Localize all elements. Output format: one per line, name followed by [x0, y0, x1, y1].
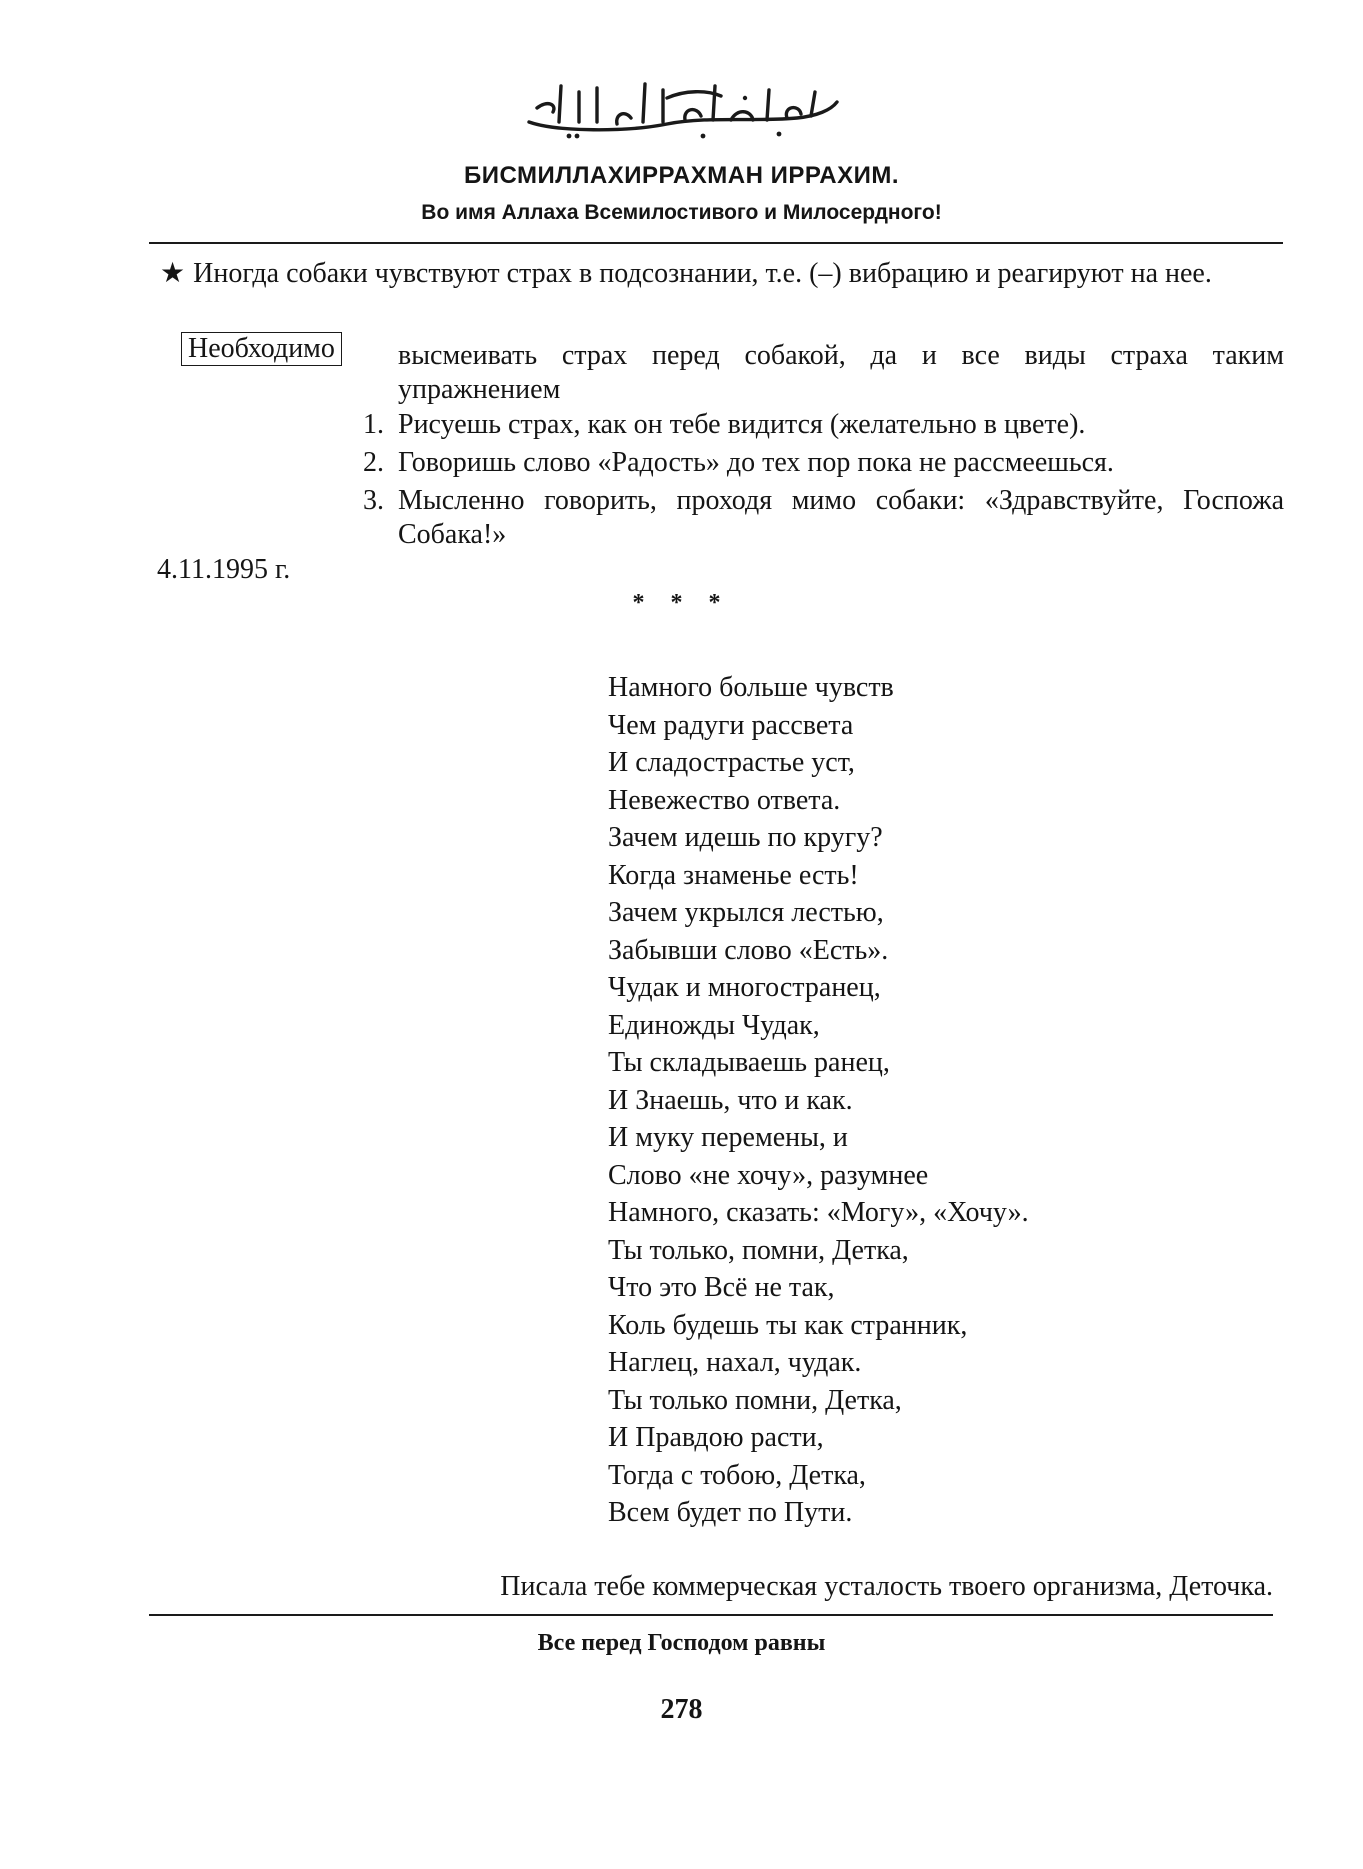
poem-line: Всем будет по Пути. — [608, 1497, 853, 1528]
step-number: 3. — [363, 485, 384, 516]
step-text: Говоришь слово «Радость» до тех пор пока не рассмеешься. — [398, 447, 1114, 478]
poem-line: И Знаешь, что и как. — [608, 1084, 853, 1116]
poem-line: Ты только, помни, Детка, — [608, 1234, 909, 1266]
poem-line: Ты только помни, Детка, — [608, 1384, 902, 1416]
poem-line: Зачем укрылся лестью, — [608, 897, 884, 928]
poem-line: И сладострастье уст, — [608, 747, 855, 778]
poem-line: Что это Всё не так, — [608, 1272, 835, 1303]
poem-line: Когда знаменье есть! — [608, 859, 859, 891]
poem-line: Ты складываешь ранец, — [608, 1047, 890, 1078]
header-title: БИСМИЛЛАХИРРАХМАН ИРРАХИМ. — [463, 162, 899, 189]
date-line: 4.11.1995 г. — [157, 554, 291, 585]
list-item — [334, 408, 1284, 442]
poem-line: Невежество ответа. — [608, 784, 841, 816]
note-text: Иногда собаки чувствуют страх в подсознании, т.е. (–) вибрацию и реагируют на нее. — [193, 258, 1212, 289]
poem-line: Тогда с тобою, Детка, — [608, 1459, 866, 1491]
poem-line: Чем радуги рассвета — [608, 709, 854, 741]
instruction-text: высмеивать страх перед собакой, да и все виды страха таким упражнением — [398, 340, 1284, 405]
poem-line: Чудак и многостранец, — [608, 972, 881, 1003]
poem — [608, 669, 1029, 1532]
poem-line: Намного больше чувств — [608, 672, 894, 703]
step-number: 1. — [363, 409, 384, 440]
note-paragraph — [160, 257, 1284, 291]
poem-line: Слово «не хочу», разумнее — [608, 1159, 929, 1191]
steps-list — [334, 408, 1284, 552]
footer-rule — [149, 1614, 1273, 1616]
poem-line: Намного, сказать: «Могу», «Хочу». — [608, 1197, 1029, 1228]
star-icon: ★ — [160, 258, 186, 289]
poem-line: Наглец, нахал, чудак. — [608, 1347, 862, 1378]
poem-line: Зачем идешь по кругу? — [608, 822, 883, 853]
step-number: 2. — [363, 447, 384, 478]
list-item — [334, 484, 1284, 552]
poem-line: И Правдою расти, — [608, 1422, 824, 1453]
section-separator: * * * — [632, 590, 731, 616]
header-rule — [149, 242, 1283, 244]
step-text: Рисуешь страх, как он тебе видится (желательно в цвете). — [398, 409, 1086, 440]
boxed-keyword: Необходимо — [181, 332, 342, 366]
step-text: Мысленно говорить, проходя мимо собаки: «Здравствуйте, Госпожа Собака!» — [398, 485, 1284, 550]
poem-line: Коль будешь ты как странник, — [608, 1309, 968, 1341]
poem-line: И муку перемены, и — [608, 1122, 848, 1153]
page-header — [0, 78, 1363, 225]
list-item — [334, 446, 1284, 480]
basmala-calligraphy — [517, 78, 847, 144]
signature-line: Писала тебе коммерческая усталость твоего организма, Деточка. — [500, 1571, 1273, 1602]
running-footer: Все перед Господом равны — [537, 1630, 826, 1656]
header-subtitle: Во имя Аллаха Всемилостивого и Милосердного! — [421, 201, 942, 224]
poem-line: Забывши слово «Есть». — [608, 934, 889, 966]
page-number: 278 — [660, 1694, 703, 1725]
poem-line: Единожды Чудак, — [608, 1009, 820, 1041]
